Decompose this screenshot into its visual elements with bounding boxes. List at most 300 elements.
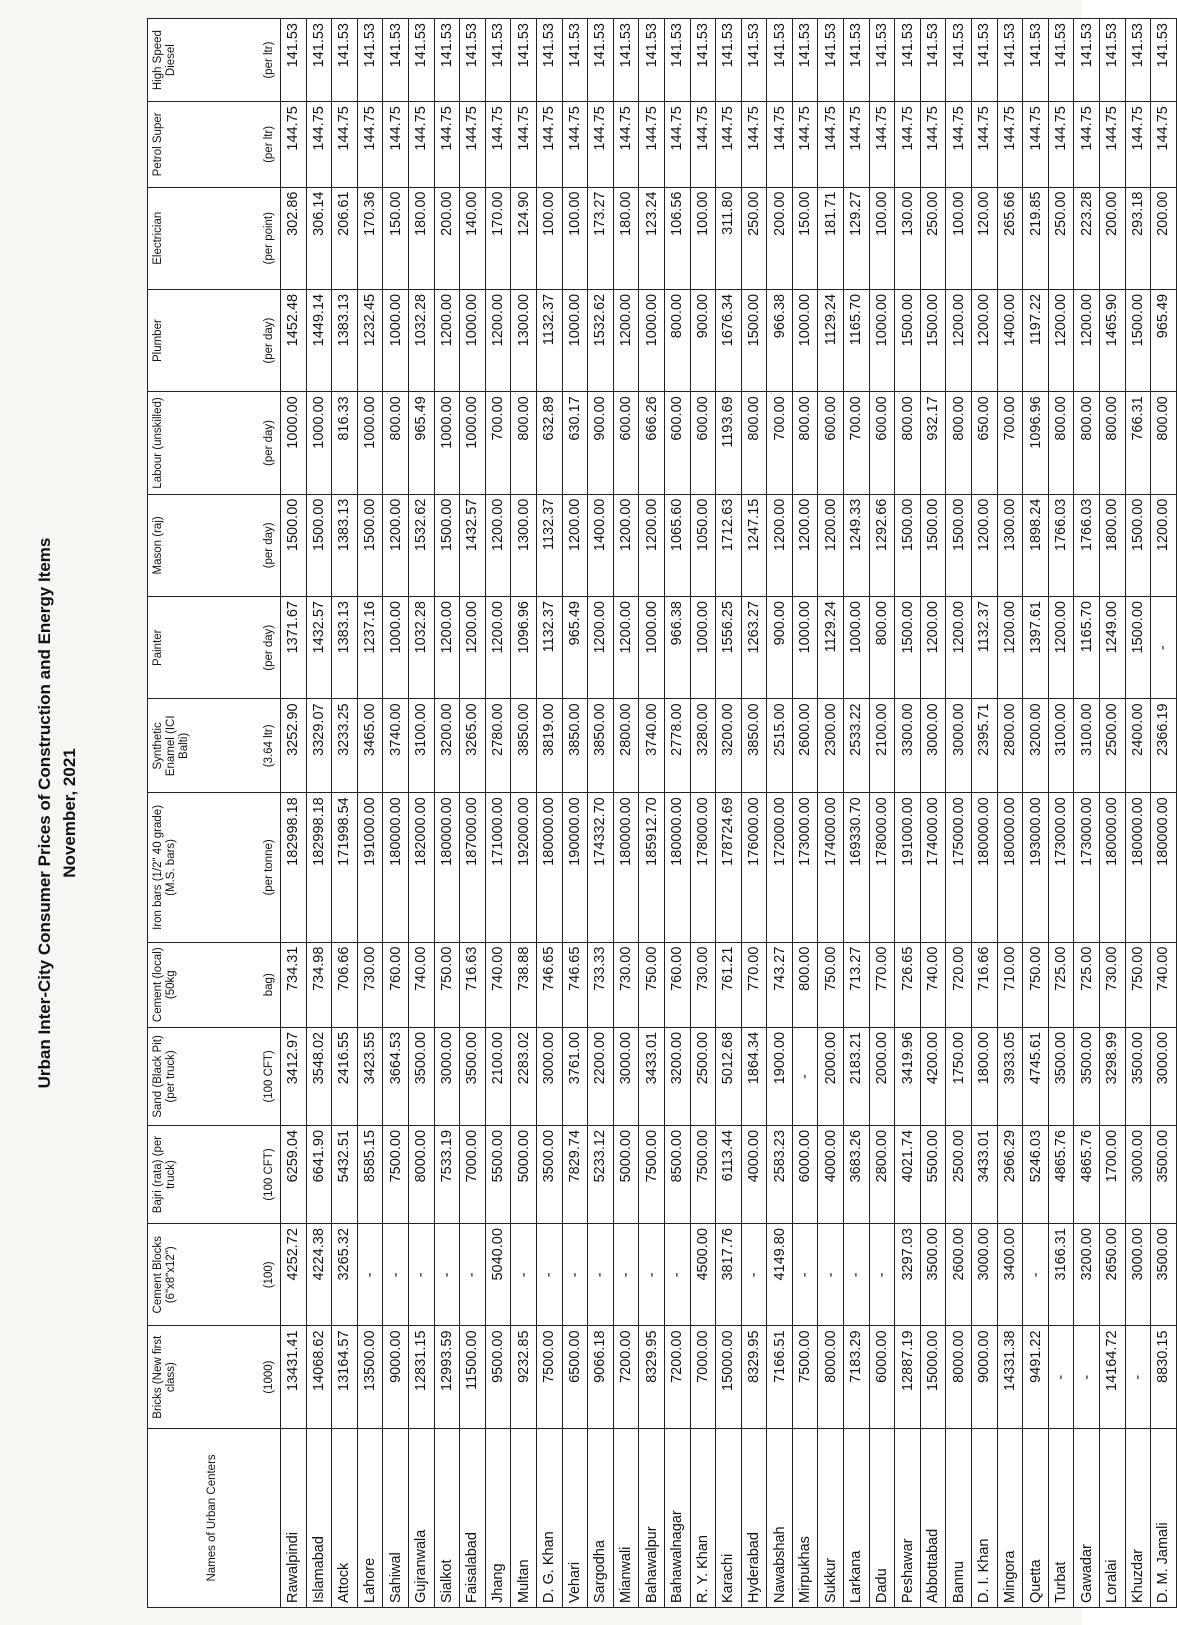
price-cell-high-speed-diesel: 141.53	[741, 19, 767, 102]
city-name-cell: Loralai	[1100, 1428, 1126, 1607]
price-cell-cement-blocks: -	[818, 1224, 844, 1326]
price-cell-plumber: 1000.00	[383, 289, 409, 391]
price-cell-cement-blocks: -	[613, 1224, 639, 1326]
price-cell-synthetic-enamel: 3465.00	[357, 699, 383, 793]
price-cell-electrician: 123.24	[639, 187, 665, 289]
price-cell-painter: 1263.27	[741, 597, 767, 699]
table-row	[1125, 19, 1151, 1608]
price-cell-cement: 713.27	[844, 942, 870, 1027]
table-row	[690, 19, 716, 1608]
price-cell-plumber: 1200.00	[1048, 289, 1074, 391]
price-cell-painter: 965.49	[562, 597, 588, 699]
price-cell-electrician: 170.00	[485, 187, 511, 289]
price-cell-sand: 3000.00	[434, 1027, 460, 1125]
price-cell-bajri: 5246.03	[1023, 1125, 1049, 1223]
price-cell-high-speed-diesel: 141.53	[1023, 19, 1049, 102]
column-unit: (per point)	[263, 212, 275, 265]
price-cell-high-speed-diesel: 141.53	[588, 19, 614, 102]
price-cell-bricks: 14331.38	[997, 1326, 1023, 1428]
price-cell-synthetic-enamel: 3740.00	[639, 699, 665, 793]
price-cell-sand: 3000.00	[613, 1027, 639, 1125]
price-cell-petrol-super: 144.75	[588, 102, 614, 187]
price-cell-high-speed-diesel: 141.53	[1151, 19, 1177, 102]
price-cell-painter: 1500.00	[895, 597, 921, 699]
price-cell-labour: 1000.00	[434, 392, 460, 494]
price-cell-painter: 900.00	[767, 597, 793, 699]
price-cell-painter: 966.38	[664, 597, 690, 699]
price-cell-labour: 630.17	[562, 392, 588, 494]
price-cell-labour: 800.00	[1100, 392, 1126, 494]
price-cell-petrol-super: 144.75	[895, 102, 921, 187]
column-label: High Speed Diesel	[152, 30, 177, 91]
city-name-cell: Bahawalpur	[639, 1428, 665, 1607]
column-label: Names of Urban Centers	[205, 1454, 218, 1582]
price-cell-electrician: 200.00	[434, 187, 460, 289]
price-cell-plumber: 1129.24	[818, 289, 844, 391]
price-cell-cement-blocks: -	[383, 1224, 409, 1326]
price-cell-iron-bars: 185912.70	[639, 793, 665, 942]
price-cell-petrol-super: 144.75	[1048, 102, 1074, 187]
price-cell-high-speed-diesel: 141.53	[895, 19, 921, 102]
price-cell-cement: 733.33	[588, 942, 614, 1027]
price-cell-cement-blocks: 3265.32	[332, 1224, 358, 1326]
price-cell-cement-blocks: -	[460, 1224, 486, 1326]
price-cell-mason: 1200.00	[818, 494, 844, 596]
price-cell-painter: 1397.61	[1023, 597, 1049, 699]
price-cell-high-speed-diesel: 141.53	[332, 19, 358, 102]
price-cell-cement-blocks: 3817.76	[716, 1224, 742, 1326]
price-cell-synthetic-enamel: 3850.00	[511, 699, 537, 793]
price-cell-iron-bars: 180000.00	[434, 793, 460, 942]
column-label: Painter	[152, 629, 164, 666]
price-cell-bajri: 3683.26	[844, 1125, 870, 1223]
price-cell-bricks: 14068.62	[306, 1326, 332, 1428]
price-cell-cement: 740.00	[920, 942, 946, 1027]
price-cell-synthetic-enamel: 3280.00	[690, 699, 716, 793]
price-cell-mason: 1200.00	[485, 494, 511, 596]
price-cell-bajri: 4865.76	[1074, 1125, 1100, 1223]
price-cell-sand: 2416.55	[332, 1027, 358, 1125]
city-name-cell: Nawabshah	[767, 1428, 793, 1607]
column-unit: (per day)	[263, 624, 275, 671]
price-cell-sand: 3423.55	[357, 1027, 383, 1125]
city-name-cell: Quetta	[1023, 1428, 1049, 1607]
price-cell-synthetic-enamel: 3100.00	[1048, 699, 1074, 793]
price-cell-high-speed-diesel: 141.53	[536, 19, 562, 102]
price-cell-sand: 1750.00	[946, 1027, 972, 1125]
price-cell-sand: 3500.00	[1074, 1027, 1100, 1125]
price-cell-high-speed-diesel: 141.53	[613, 19, 639, 102]
city-name-cell: Gawadar	[1074, 1428, 1100, 1607]
price-cell-petrol-super: 144.75	[1074, 102, 1100, 187]
price-cell-iron-bars: 178000.00	[869, 793, 895, 942]
price-cell-synthetic-enamel: 3200.00	[1023, 699, 1049, 793]
price-cell-bricks: 12831.15	[408, 1326, 434, 1428]
price-cell-bajri: 2500.00	[946, 1125, 972, 1223]
price-cell-iron-bars: 169330.70	[844, 793, 870, 942]
price-cell-painter: 1200.00	[920, 597, 946, 699]
column-label: Petrol Super	[152, 112, 164, 177]
price-cell-bricks: 7200.00	[613, 1326, 639, 1428]
price-cell-sand: 2000.00	[818, 1027, 844, 1125]
city-name-cell: Multan	[511, 1428, 537, 1607]
price-cell-bajri: 2583.23	[767, 1125, 793, 1223]
price-cell-sand: 3761.00	[562, 1027, 588, 1125]
price-cell-mason: 1200.00	[1151, 494, 1177, 596]
price-cell-bricks: 8830.15	[1151, 1326, 1177, 1428]
price-cell-electrician: 223.28	[1074, 187, 1100, 289]
price-cell-mason: 1200.00	[639, 494, 665, 596]
price-cell-high-speed-diesel: 141.53	[511, 19, 537, 102]
column-label: Cement (local) (50kg	[152, 947, 177, 1023]
price-cell-painter: 1000.00	[844, 597, 870, 699]
table-row	[1151, 19, 1177, 1608]
price-cell-petrol-super: 144.75	[997, 102, 1023, 187]
price-cell-labour: 1193.69	[716, 392, 742, 494]
price-cell-cement-blocks: 3000.00	[1125, 1224, 1151, 1326]
price-cell-plumber: 1165.70	[844, 289, 870, 391]
price-cell-cement-blocks: -	[562, 1224, 588, 1326]
price-cell-electrician: 120.00	[972, 187, 998, 289]
price-cell-cement: 760.00	[664, 942, 690, 1027]
price-cell-iron-bars: 180000.00	[664, 793, 690, 942]
price-cell-high-speed-diesel: 141.53	[460, 19, 486, 102]
price-cell-synthetic-enamel: 3200.00	[716, 699, 742, 793]
city-name-cell: R. Y. Khan	[690, 1428, 716, 1607]
price-cell-cement: 800.00	[792, 942, 818, 1027]
price-cell-high-speed-diesel: 141.53	[716, 19, 742, 102]
column-label: Plumber	[152, 319, 164, 363]
price-cell-iron-bars: 180000.00	[536, 793, 562, 942]
price-cell-plumber: 1132.37	[536, 289, 562, 391]
price-cell-bajri: 7829.74	[562, 1125, 588, 1223]
price-cell-high-speed-diesel: 141.53	[408, 19, 434, 102]
price-cell-synthetic-enamel: 2395.71	[972, 699, 998, 793]
price-cell-bajri: 5500.00	[920, 1125, 946, 1223]
price-cell-iron-bars: 174000.00	[920, 793, 946, 942]
price-cell-petrol-super: 144.75	[767, 102, 793, 187]
price-cell-high-speed-diesel: 141.53	[869, 19, 895, 102]
table-row	[281, 19, 307, 1608]
price-cell-labour: 800.00	[511, 392, 537, 494]
price-cell-cement-blocks: 3000.00	[972, 1224, 998, 1326]
price-cell-plumber: 1232.45	[357, 289, 383, 391]
price-cell-mason: 1247.15	[741, 494, 767, 596]
price-cell-high-speed-diesel: 141.53	[1074, 19, 1100, 102]
table-row	[741, 19, 767, 1608]
price-cell-electrician: 200.00	[767, 187, 793, 289]
price-cell-mason: 1200.00	[613, 494, 639, 596]
price-cell-petrol-super: 144.75	[562, 102, 588, 187]
price-cell-iron-bars: 173000.00	[792, 793, 818, 942]
price-cell-sand: 1900.00	[767, 1027, 793, 1125]
price-cell-high-speed-diesel: 141.53	[306, 19, 332, 102]
price-cell-painter: 1132.37	[972, 597, 998, 699]
price-cell-sand: 2100.00	[485, 1027, 511, 1125]
price-cell-sand: 2500.00	[690, 1027, 716, 1125]
city-name-cell: Faisalabad	[460, 1428, 486, 1607]
price-cell-petrol-super: 144.75	[664, 102, 690, 187]
price-cell-plumber: 1000.00	[639, 289, 665, 391]
table-row	[664, 19, 690, 1608]
price-cell-petrol-super: 144.75	[690, 102, 716, 187]
price-cell-labour: 965.49	[408, 392, 434, 494]
price-cell-painter: 1200.00	[946, 597, 972, 699]
price-cell-electrician: 173.27	[588, 187, 614, 289]
column-header-cement	[148, 942, 281, 1027]
price-cell-electrician: 219.85	[1023, 187, 1049, 289]
price-cell-iron-bars: 182000.00	[408, 793, 434, 942]
column-unit: (100 CFT)	[263, 1148, 275, 1201]
price-cell-plumber: 1200.00	[613, 289, 639, 391]
price-cell-bajri: 4865.76	[1048, 1125, 1074, 1223]
price-cell-iron-bars: 180000.00	[1125, 793, 1151, 942]
price-cell-cement-blocks: -	[792, 1224, 818, 1326]
price-cell-electrician: 100.00	[869, 187, 895, 289]
price-cell-cement: 761.21	[716, 942, 742, 1027]
price-cell-bricks: 7200.00	[664, 1326, 690, 1428]
price-cell-sand: 3933.05	[997, 1027, 1023, 1125]
price-cell-cement-blocks: 3166.31	[1048, 1224, 1074, 1326]
city-name-cell: Hyderabad	[741, 1428, 767, 1607]
price-cell-iron-bars: 180000.00	[613, 793, 639, 942]
city-name-cell: Gujranwala	[408, 1428, 434, 1607]
city-name-cell: Dadu	[869, 1428, 895, 1607]
column-unit: (100 CFT)	[263, 1050, 275, 1103]
city-name-cell: Vehari	[562, 1428, 588, 1607]
city-name-cell: Rawalpindi	[281, 1428, 307, 1607]
price-cell-mason: 1065.60	[664, 494, 690, 596]
price-cell-plumber: 1532.62	[588, 289, 614, 391]
price-cell-electrician: 129.27	[844, 187, 870, 289]
table-row	[460, 19, 486, 1608]
price-cell-cement: 730.00	[1100, 942, 1126, 1027]
price-cell-electrician: 200.00	[1151, 187, 1177, 289]
price-cell-bricks: 8329.95	[741, 1326, 767, 1428]
price-cell-high-speed-diesel: 141.53	[434, 19, 460, 102]
price-cell-cement: 710.00	[997, 942, 1023, 1027]
city-name-cell: Mirpukhas	[792, 1428, 818, 1607]
price-cell-labour: 632.89	[536, 392, 562, 494]
column-header-sand	[148, 1027, 281, 1125]
price-cell-labour: 666.26	[639, 392, 665, 494]
price-cell-cement: 746.65	[562, 942, 588, 1027]
price-cell-labour: 700.00	[485, 392, 511, 494]
price-cell-painter: 1200.00	[1048, 597, 1074, 699]
price-table	[147, 18, 1177, 1608]
price-cell-bajri: 7500.00	[383, 1125, 409, 1223]
price-cell-iron-bars: 176000.00	[741, 793, 767, 942]
column-label: Sand (Black Pit) (per truck)	[152, 1035, 177, 1118]
price-cell-iron-bars: 180000.00	[972, 793, 998, 942]
price-cell-mason: 1050.00	[690, 494, 716, 596]
price-cell-cement-blocks: 4224.38	[306, 1224, 332, 1326]
price-cell-bajri: 3433.01	[972, 1125, 998, 1223]
column-unit: (100)	[263, 1261, 275, 1289]
price-cell-labour: 650.00	[972, 392, 998, 494]
price-cell-petrol-super: 144.75	[511, 102, 537, 187]
city-name-cell: Lahore	[357, 1428, 383, 1607]
column-label: Mason (raj)	[152, 516, 164, 575]
city-name-cell: D. M. Jamali	[1151, 1428, 1177, 1607]
column-header-names-of-urban-centers	[148, 1428, 281, 1607]
price-cell-synthetic-enamel: 3100.00	[1074, 699, 1100, 793]
table-row	[844, 19, 870, 1608]
price-cell-bricks: 9000.00	[972, 1326, 998, 1428]
column-header-electrician	[148, 187, 281, 289]
price-cell-painter: 1129.24	[818, 597, 844, 699]
price-cell-plumber: 900.00	[690, 289, 716, 391]
city-name-cell: Attock	[332, 1428, 358, 1607]
price-cell-synthetic-enamel: 3100.00	[408, 699, 434, 793]
price-cell-cement-blocks: -	[588, 1224, 614, 1326]
price-cell-synthetic-enamel: 2778.00	[664, 699, 690, 793]
price-cell-synthetic-enamel: 3265.00	[460, 699, 486, 793]
column-header-high-speed-diesel	[148, 19, 281, 102]
price-cell-cement: 746.65	[536, 942, 562, 1027]
price-cell-sand: 3000.00	[1151, 1027, 1177, 1125]
price-cell-iron-bars: 191000.00	[895, 793, 921, 942]
price-cell-sand: -	[792, 1027, 818, 1125]
price-cell-petrol-super: 144.75	[408, 102, 434, 187]
price-cell-labour: 800.00	[895, 392, 921, 494]
price-cell-plumber: 1500.00	[895, 289, 921, 391]
price-cell-bricks: 7166.51	[767, 1326, 793, 1428]
price-cell-cement: 740.00	[485, 942, 511, 1027]
city-name-cell: D. G. Khan	[536, 1428, 562, 1607]
price-cell-bricks: 12887.19	[895, 1326, 921, 1428]
price-cell-bricks: 9066.18	[588, 1326, 614, 1428]
price-cell-iron-bars: 173000.00	[1048, 793, 1074, 942]
price-cell-sand: 3500.00	[1125, 1027, 1151, 1125]
price-cell-cement: 770.00	[869, 942, 895, 1027]
table-row	[792, 19, 818, 1608]
price-cell-electrician: 100.00	[536, 187, 562, 289]
table-row	[997, 19, 1023, 1608]
column-unit: (per day)	[263, 317, 275, 364]
price-cell-cement: 725.00	[1074, 942, 1100, 1027]
price-cell-petrol-super: 144.75	[1151, 102, 1177, 187]
city-name-cell: Sahiwal	[383, 1428, 409, 1607]
price-cell-synthetic-enamel: 3329.07	[306, 699, 332, 793]
price-cell-mason: 1249.33	[844, 494, 870, 596]
price-cell-bricks: 9500.00	[485, 1326, 511, 1428]
price-cell-sand: 2000.00	[869, 1027, 895, 1125]
price-cell-synthetic-enamel: 3000.00	[920, 699, 946, 793]
city-name-cell: Abbottabad	[920, 1428, 946, 1607]
price-cell-cement-blocks: 3297.03	[895, 1224, 921, 1326]
price-cell-electrician: 100.00	[690, 187, 716, 289]
price-cell-electrician: 150.00	[383, 187, 409, 289]
price-cell-bajri: 6259.04	[281, 1125, 307, 1223]
price-cell-mason: 1532.62	[408, 494, 434, 596]
table-row	[920, 19, 946, 1608]
city-name-cell: Jhang	[485, 1428, 511, 1607]
price-cell-cement: 750.00	[434, 942, 460, 1027]
price-cell-cement-blocks: -	[1023, 1224, 1049, 1326]
table-row	[536, 19, 562, 1608]
price-cell-mason: 1500.00	[434, 494, 460, 596]
city-name-cell: Sukkur	[818, 1428, 844, 1607]
price-cell-labour: 766.31	[1125, 392, 1151, 494]
price-cell-plumber: 1500.00	[1125, 289, 1151, 391]
price-cell-bricks: 8000.00	[818, 1326, 844, 1428]
price-cell-sand: 3548.02	[306, 1027, 332, 1125]
price-cell-sand: 3500.00	[460, 1027, 486, 1125]
title-block	[10, 0, 110, 1625]
price-cell-synthetic-enamel: 2300.00	[818, 699, 844, 793]
price-cell-labour: 1000.00	[460, 392, 486, 494]
table-row	[1074, 19, 1100, 1608]
price-cell-mason: 1500.00	[281, 494, 307, 596]
price-cell-mason: 1500.00	[1125, 494, 1151, 596]
price-cell-sand: 3200.00	[664, 1027, 690, 1125]
price-cell-labour: 800.00	[946, 392, 972, 494]
table-row	[408, 19, 434, 1608]
price-cell-cement: 743.27	[767, 942, 793, 1027]
price-cell-labour: 600.00	[613, 392, 639, 494]
price-cell-electrician: 130.00	[895, 187, 921, 289]
price-cell-bajri: 5000.00	[511, 1125, 537, 1223]
price-cell-bajri: 3500.00	[1151, 1125, 1177, 1223]
price-cell-mason: 1300.00	[997, 494, 1023, 596]
price-cell-labour: 1000.00	[357, 392, 383, 494]
city-name-cell: Turbat	[1048, 1428, 1074, 1607]
price-cell-mason: 1712.63	[716, 494, 742, 596]
column-label: Cement Blocks (6"x8"x12")	[152, 1236, 177, 1314]
table-row	[639, 19, 665, 1608]
price-cell-cement: 720.00	[946, 942, 972, 1027]
price-cell-mason: 1200.00	[972, 494, 998, 596]
price-cell-sand: 3500.00	[1048, 1027, 1074, 1125]
price-cell-bricks: 7500.00	[536, 1326, 562, 1428]
price-cell-sand: 3500.00	[408, 1027, 434, 1125]
city-name-cell: Sargodha	[588, 1428, 614, 1607]
price-cell-electrician: 311.80	[716, 187, 742, 289]
price-cell-bricks: 7183.29	[844, 1326, 870, 1428]
price-cell-electrician: 180.00	[613, 187, 639, 289]
price-cell-plumber: 1400.00	[997, 289, 1023, 391]
price-cell-high-speed-diesel: 141.53	[1125, 19, 1151, 102]
price-cell-petrol-super: 144.75	[639, 102, 665, 187]
city-name-cell: Karachi	[716, 1428, 742, 1607]
price-cell-mason: 1800.00	[1100, 494, 1126, 596]
price-cell-painter: 1200.00	[588, 597, 614, 699]
price-cell-cement-blocks: 4252.72	[281, 1224, 307, 1326]
price-cell-labour: 800.00	[1151, 392, 1177, 494]
price-cell-painter: 1000.00	[792, 597, 818, 699]
price-cell-mason: 1200.00	[383, 494, 409, 596]
price-cell-bricks: 6500.00	[562, 1326, 588, 1428]
price-cell-mason: 1383.13	[332, 494, 358, 596]
price-cell-mason: 1432.57	[460, 494, 486, 596]
price-cell-petrol-super: 144.75	[332, 102, 358, 187]
column-header-synthetic-enamel	[148, 699, 281, 793]
price-cell-synthetic-enamel: 2800.00	[613, 699, 639, 793]
price-cell-bajri: 2966.29	[997, 1125, 1023, 1223]
price-cell-iron-bars: 180000.00	[1100, 793, 1126, 942]
price-cell-plumber: 800.00	[664, 289, 690, 391]
price-cell-bricks: 6000.00	[869, 1326, 895, 1428]
document-subtitle: November, 2021	[60, 747, 79, 878]
table-row	[485, 19, 511, 1608]
price-cell-petrol-super: 144.75	[306, 102, 332, 187]
price-cell-labour: 700.00	[767, 392, 793, 494]
price-cell-painter: -	[1151, 597, 1177, 699]
price-cell-cement: 716.63	[460, 942, 486, 1027]
price-cell-cement-blocks: 3500.00	[1151, 1224, 1177, 1326]
price-cell-labour: 1000.00	[281, 392, 307, 494]
